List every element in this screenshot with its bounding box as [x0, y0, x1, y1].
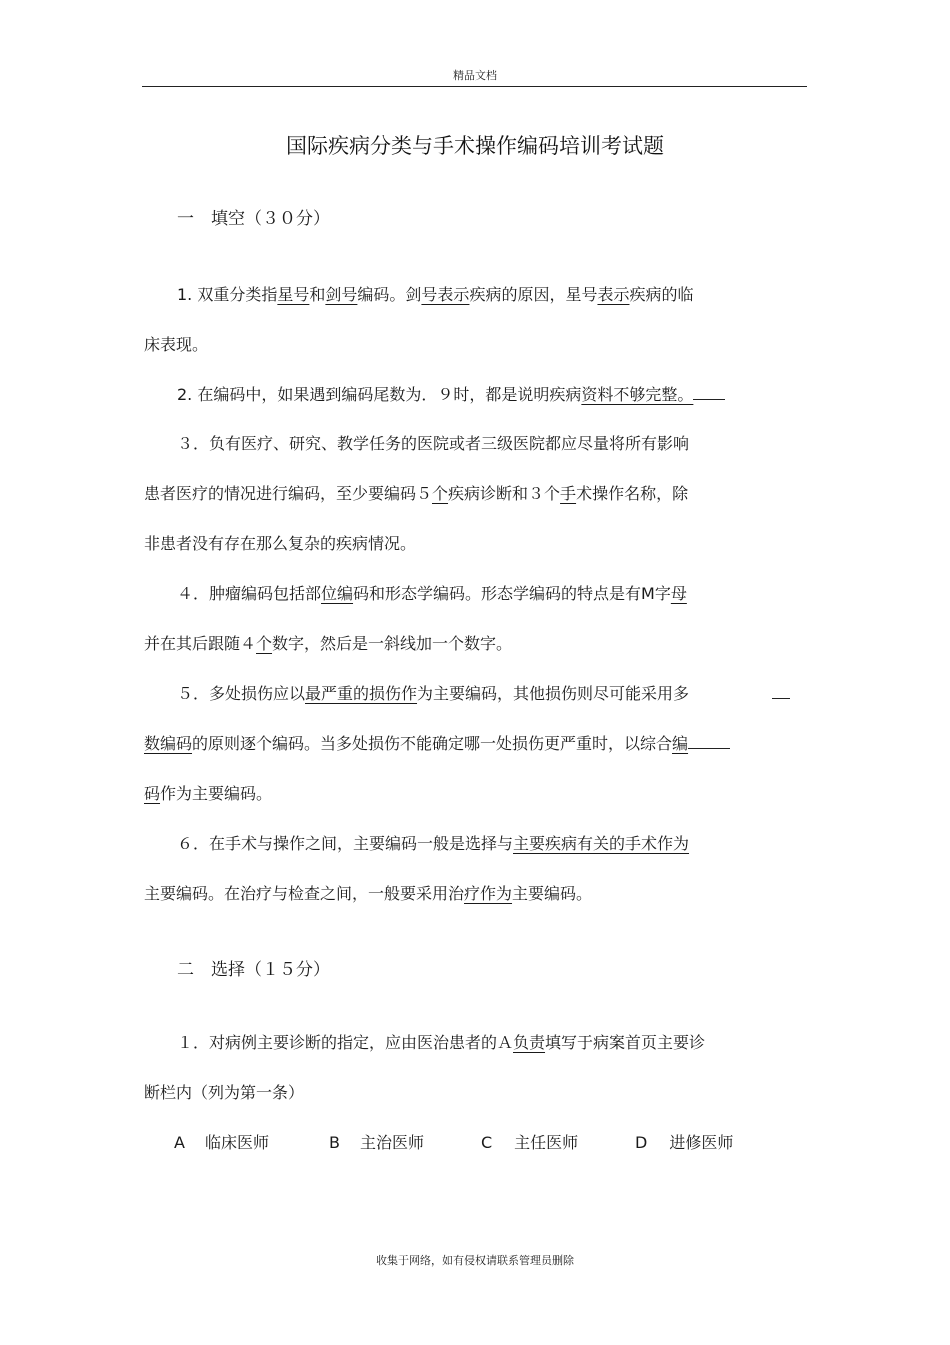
q4-text-c: 码和形态学编码。形态学编码的特点是有M字 [353, 584, 671, 603]
option-a-letter: A [174, 1133, 185, 1152]
q2-text: 2. 在编码中，如果遇到编码尾数为．９时，都是说明疾病 [177, 385, 582, 404]
q4-answer-site: 位编 [321, 584, 354, 603]
q5-answer-code: 码 [144, 784, 161, 803]
q3-line2 [144, 481, 688, 504]
q4-line2 [144, 631, 512, 654]
option-d-letter: D [635, 1133, 648, 1152]
q6-line1 [177, 831, 689, 854]
q5-answer-multiple: 数编码 [144, 734, 193, 753]
q1-answer-star-means: 表示 [597, 285, 630, 304]
option-a [174, 1130, 269, 1153]
q1-text-i: 疾病的临 [629, 285, 694, 304]
option-c-text: 主任医师 [514, 1133, 579, 1152]
q2-answer: 资料不够完整。 [581, 385, 694, 404]
q5-line3 [144, 781, 272, 804]
document-title: 国际疾病分类与手术操作编码培训考试题 [286, 134, 664, 158]
option-b-text: 主治医师 [359, 1133, 424, 1152]
q4-text-2c: 数字，然后是一斜线加一个数字。 [272, 634, 513, 653]
q3-text-a: 患者医疗的情况进行编码，至少要编码５ [144, 484, 433, 503]
q4-text-a: ４．肿瘤编码包括部 [177, 584, 322, 603]
q5-text-c: 为主要编码，其他损伤则尽可能采用多 [417, 684, 690, 703]
option-a-text: 临床医师 [204, 1133, 269, 1152]
page-header: 精品文档 [453, 69, 497, 82]
option-c [481, 1130, 578, 1153]
header-rule [142, 86, 807, 87]
q2-line1 [177, 382, 725, 405]
s2-q1-text-a: １．对病例主要诊断的指定，应由医治患者的Ａ [177, 1033, 514, 1052]
q3-line1: ３．负有医疗、研究、教学任务的医院或者三级医院都应尽量将所有影响 [177, 434, 690, 453]
q1-text-e: 编码。剑 [357, 285, 422, 304]
q5-text-a: ５．多处损伤应以 [177, 684, 306, 703]
q5-answer-severe: 最严重的损伤作 [305, 684, 418, 703]
s2-q1-line2: 断栏内（列为第一条） [144, 1083, 305, 1102]
section2-heading: 二 选择（１５分） [177, 960, 330, 980]
s2-q1-answer: 负责 [513, 1033, 546, 1052]
q6-line2 [144, 881, 592, 904]
q4-answer-4: 个 [256, 634, 273, 653]
q3-answer-3: 手 [560, 484, 577, 503]
q3-text-e: 术操作名称，除 [576, 484, 689, 503]
q1-answer-dagger: 剑号 [325, 285, 358, 304]
q5-blank-line [772, 684, 790, 699]
q3-answer-5: 个 [432, 484, 449, 503]
section1-heading: 一 填空（３０分） [177, 209, 330, 229]
q5-text-2b: 的原则逐个编码。当多处损伤不能确定哪一处损伤更严重时，以综合 [192, 734, 673, 753]
option-d-text: 进修医师 [669, 1133, 734, 1152]
option-b [329, 1130, 424, 1153]
q2-blank-line [693, 385, 725, 400]
option-d [635, 1130, 733, 1153]
q5-line2 [144, 731, 730, 754]
q1-line1 [177, 282, 693, 305]
q5-answer-comprehensive: 编 [672, 734, 689, 753]
q1-text-c: 和 [309, 285, 326, 304]
q5-line1 [177, 681, 689, 704]
s2-q1-text-c: 填写于病案首页主要诊 [545, 1033, 706, 1052]
q3-text-c: 疾病诊断和３个 [448, 484, 561, 503]
page-footer: 收集于网络，如有侵权请联系管理员删除 [376, 1254, 574, 1267]
q5-blank-line-2 [688, 734, 730, 749]
q6-text-2a: 主要编码。在治疗与检查之间，一般要采用治 [144, 884, 465, 903]
q1-answer-dagger-means: 号表示 [421, 285, 470, 304]
q6-text-a: ６．在手术与操作之间，主要编码一般是选择与 [177, 834, 514, 853]
q4-text-2a: 并在其后跟随４ [144, 634, 257, 653]
q6-answer-treatment: 疗作为 [464, 884, 513, 903]
q5-text-3b: 作为主要编码。 [160, 784, 273, 803]
q1-line2: 床表现。 [144, 335, 209, 354]
q1-text-g: 疾病的原因，星号 [469, 285, 598, 304]
option-c-letter: C [481, 1133, 493, 1152]
option-b-letter: B [329, 1133, 340, 1152]
q1-answer-star: 星号 [277, 285, 310, 304]
q1-text-a: 1. 双重分类指 [177, 285, 278, 304]
q4-answer-m: 母 [670, 584, 687, 603]
q6-text-2c: 主要编码。 [512, 884, 593, 903]
q6-answer-surgery: 主要疾病有关的手术作为 [513, 834, 690, 853]
q4-line1 [177, 581, 687, 604]
q3-line3: 非患者没有存在那么复杂的疾病情况。 [144, 534, 417, 553]
s2-q1-line1 [177, 1030, 705, 1053]
